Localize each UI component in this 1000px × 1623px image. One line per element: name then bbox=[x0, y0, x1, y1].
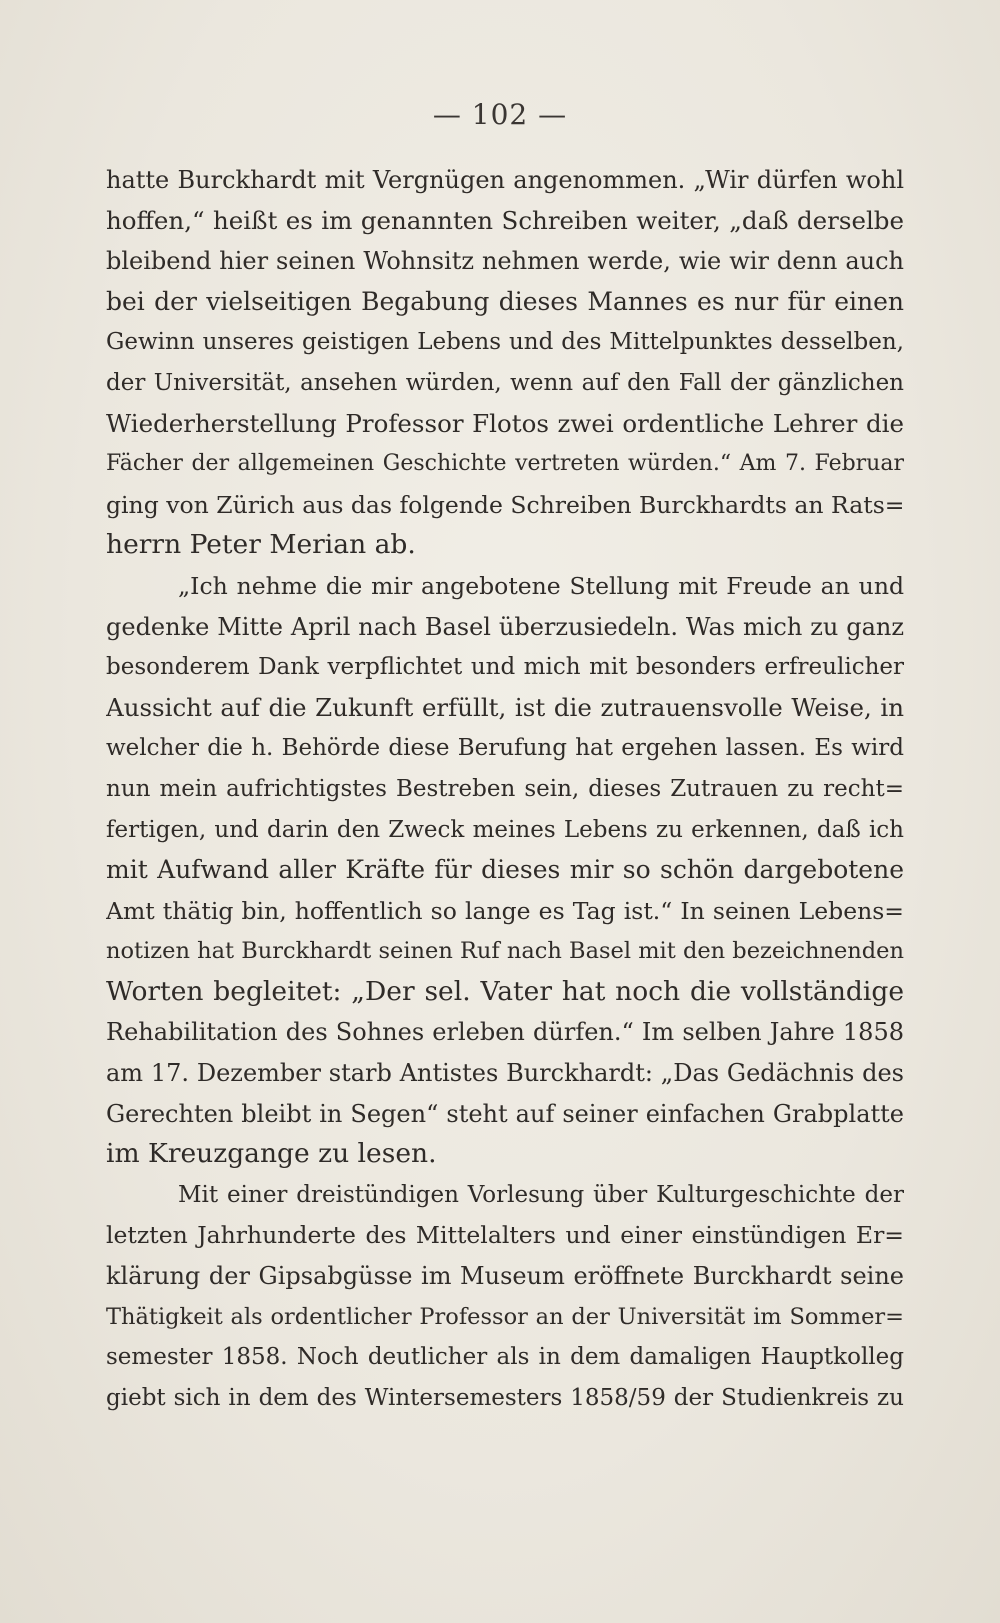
text-line: letzten Jahrhunderte des Mittelalters und einer einstündigen Er= bbox=[106, 1221, 904, 1250]
text-line: bleibend hier seinen Wohnsitz nehmen werde, wie wir denn auch bbox=[106, 247, 904, 276]
text-line: mit Aufwand aller Kräfte für dieses mir so schön dargebotene bbox=[106, 855, 904, 885]
text-line: Rehabilitation des Sohnes erleben dürfen.“ Im selben Jahre 1858 bbox=[106, 1018, 904, 1047]
text-line: semester 1858. Noch deutlicher als in dem damaligen Hauptkolleg bbox=[106, 1344, 904, 1371]
text-line: Gerechten bleibt in Segen“ steht auf seiner einfachen Grabplatte bbox=[106, 1099, 904, 1128]
text-line: Gewinn unseres geistigen Lebens und des Mittelpunktes desselben, bbox=[106, 329, 904, 356]
text-line: Thätigkeit als ordentlicher Professor an der Universität im Sommer= bbox=[106, 1303, 904, 1330]
text-line: am 17. Dezember starb Antistes Burckhardt: „Das Gedächnis des bbox=[106, 1059, 904, 1088]
body-text bbox=[106, 160, 904, 1418]
text-line: im Kreuzgange zu lesen. bbox=[106, 1138, 437, 1170]
text-line: gedenke Mitte April nach Basel überzusiedeln. Was mich zu ganz bbox=[106, 612, 904, 641]
text-line: herrn Peter Merian ab. bbox=[106, 529, 416, 561]
text-line: Mit einer dreistündigen Vorlesung über Kulturgeschichte der bbox=[178, 1181, 904, 1208]
text-line: giebt sich in dem des Wintersemesters 1858/59 der Studienkreis zu bbox=[106, 1384, 904, 1411]
text-line: Worten begleitet: „Der sel. Vater hat noch die vollständige bbox=[106, 975, 904, 1007]
text-line: Aussicht auf die Zukunft erfüllt, ist die zutrauensvolle Weise, in bbox=[106, 692, 904, 722]
text-line: „Ich nehme die mir angebotene Stellung mit Freude an und bbox=[178, 571, 904, 600]
text-line: hoffen,“ heißt es im genannten Schreiben weiter, „daß derselbe bbox=[106, 205, 904, 235]
text-line: hatte Burckhardt mit Vergnügen angenommen. „Wir dürfen wohl bbox=[106, 166, 904, 194]
text-line: klärung der Gipsabgüsse im Museum eröffnete Burckhardt seine bbox=[106, 1262, 904, 1291]
text-line: der Universität, ansehen würden, wenn auf den Fall der gänzlichen bbox=[106, 369, 904, 396]
text-line: Fächer der allgemeinen Geschichte vertreten würden.“ Am 7. Februar bbox=[106, 451, 904, 477]
text-line: ging von Zürich aus das folgende Schreiben Burckhardts an Rats= bbox=[106, 490, 904, 519]
text-line: besonderem Dank verpflichtet und mich mit besonders erfreulicher bbox=[106, 654, 904, 681]
text-line: Amt thätig bin, hoffentlich so lange es Tag ist.“ In seinen Lebens= bbox=[106, 896, 904, 925]
text-line: welcher die h. Behörde diese Berufung hat ergehen lassen. Es wird bbox=[106, 735, 904, 762]
text-line: fertigen, und darin den Zweck meines Lebens zu erkennen, daß ich bbox=[106, 816, 904, 843]
text-line: Wiederherstellung Professor Flotos zwei ordentliche Lehrer die bbox=[106, 408, 904, 438]
text-line: nun mein aufrichtigstes Bestreben sein, dieses Zutrauen zu recht= bbox=[106, 775, 904, 802]
text-line: notizen hat Burckhardt seinen Ruf nach Basel mit den bezeichnenden bbox=[106, 938, 904, 965]
page-number: — 102 — bbox=[432, 98, 568, 131]
text-line: bei der vielseitigen Begabung dieses Mannes es nur für einen bbox=[106, 286, 904, 316]
